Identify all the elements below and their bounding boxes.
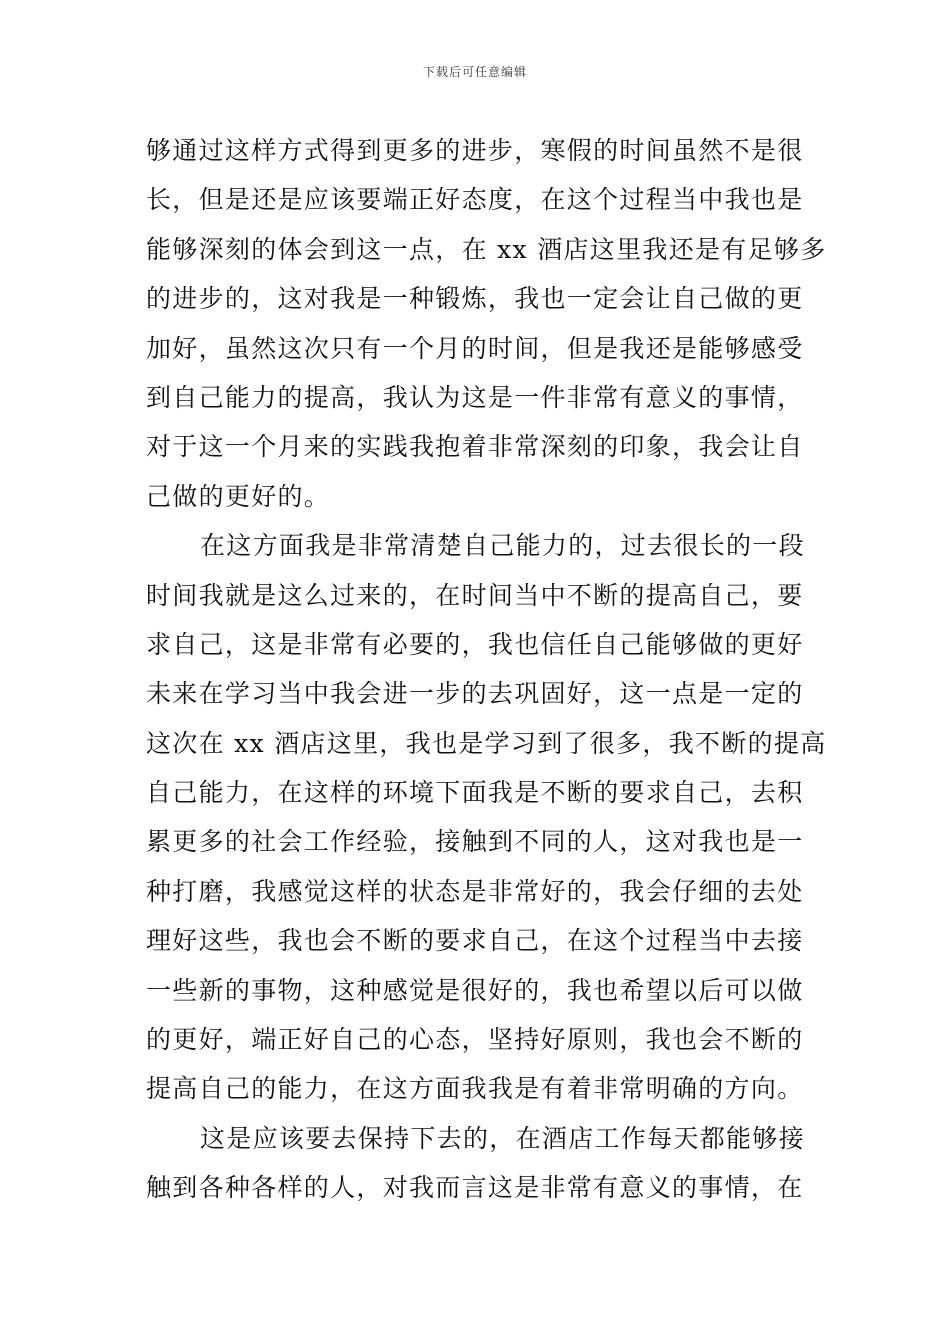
text-line: 求自己，这是非常有必要的，我也信任自己能够做的更好 bbox=[146, 629, 804, 659]
text-line: 时间我就是这么过来的，在时间当中不断的提高自己，要 bbox=[146, 580, 804, 610]
text-line: 触到各种各样的人，对我而言这是非常有意义的事情，在 bbox=[146, 1173, 804, 1203]
text-line: 累更多的社会工作经验，接触到不同的人，这对我也是一 bbox=[146, 827, 804, 857]
text-line: 自己能力，在这样的环境下面我是不断的要求自己，去积 bbox=[146, 778, 804, 808]
text-line: 这次在 xx 酒店这里，我也是学习到了很多，我不断的提高 bbox=[146, 728, 827, 758]
document-body bbox=[146, 126, 827, 1213]
text-line: 到自己能力的提高，我认为这是一件非常有意义的事情， bbox=[146, 382, 804, 412]
text-line: 一些新的事物，这种感觉是很好的，我也希望以后可以做 bbox=[146, 975, 804, 1005]
paragraph-first-line: 这是应该要去保持下去的，在酒店工作每天都能够接 bbox=[200, 1123, 805, 1153]
paragraph-first-line: 在这方面我是非常清楚自己能力的，过去很长的一段 bbox=[200, 531, 805, 561]
text-line: 己做的更好的。 bbox=[146, 481, 331, 511]
text-line: 提高自己的能力，在这方面我我是有着非常明确的方向。 bbox=[146, 1074, 804, 1104]
text-line: 未来在学习当中我会进一步的去巩固好，这一点是一定的 bbox=[146, 679, 804, 709]
text-line: 理好这些，我也会不断的要求自己，在这个过程当中去接 bbox=[146, 926, 804, 956]
text-line: 的更好，端正好自己的心态，坚持好原则，我也会不断的 bbox=[146, 1025, 804, 1055]
text-line: 能够深刻的体会到这一点，在 xx 酒店这里我还是有足够多 bbox=[146, 234, 827, 264]
text-line: 的进步的，这对我是一种锻炼，我也一定会让自己做的更 bbox=[146, 284, 804, 314]
page-header: 下载后可任意编辑 bbox=[422, 65, 527, 79]
text-line: 种打磨，我感觉这样的状态是非常好的，我会仔细的去处 bbox=[146, 876, 804, 906]
text-line: 长，但是还是应该要端正好态度，在这个过程当中我也是 bbox=[146, 185, 804, 215]
text-line: 对于这一个月来的实践我抱着非常深刻的印象，我会让自 bbox=[146, 432, 804, 462]
text-line: 够通过这样方式得到更多的进步，寒假的时间虽然不是很 bbox=[146, 136, 804, 165]
text-line: 加好，虽然这次只有一个月的时间，但是我还是能够感受 bbox=[146, 333, 804, 363]
